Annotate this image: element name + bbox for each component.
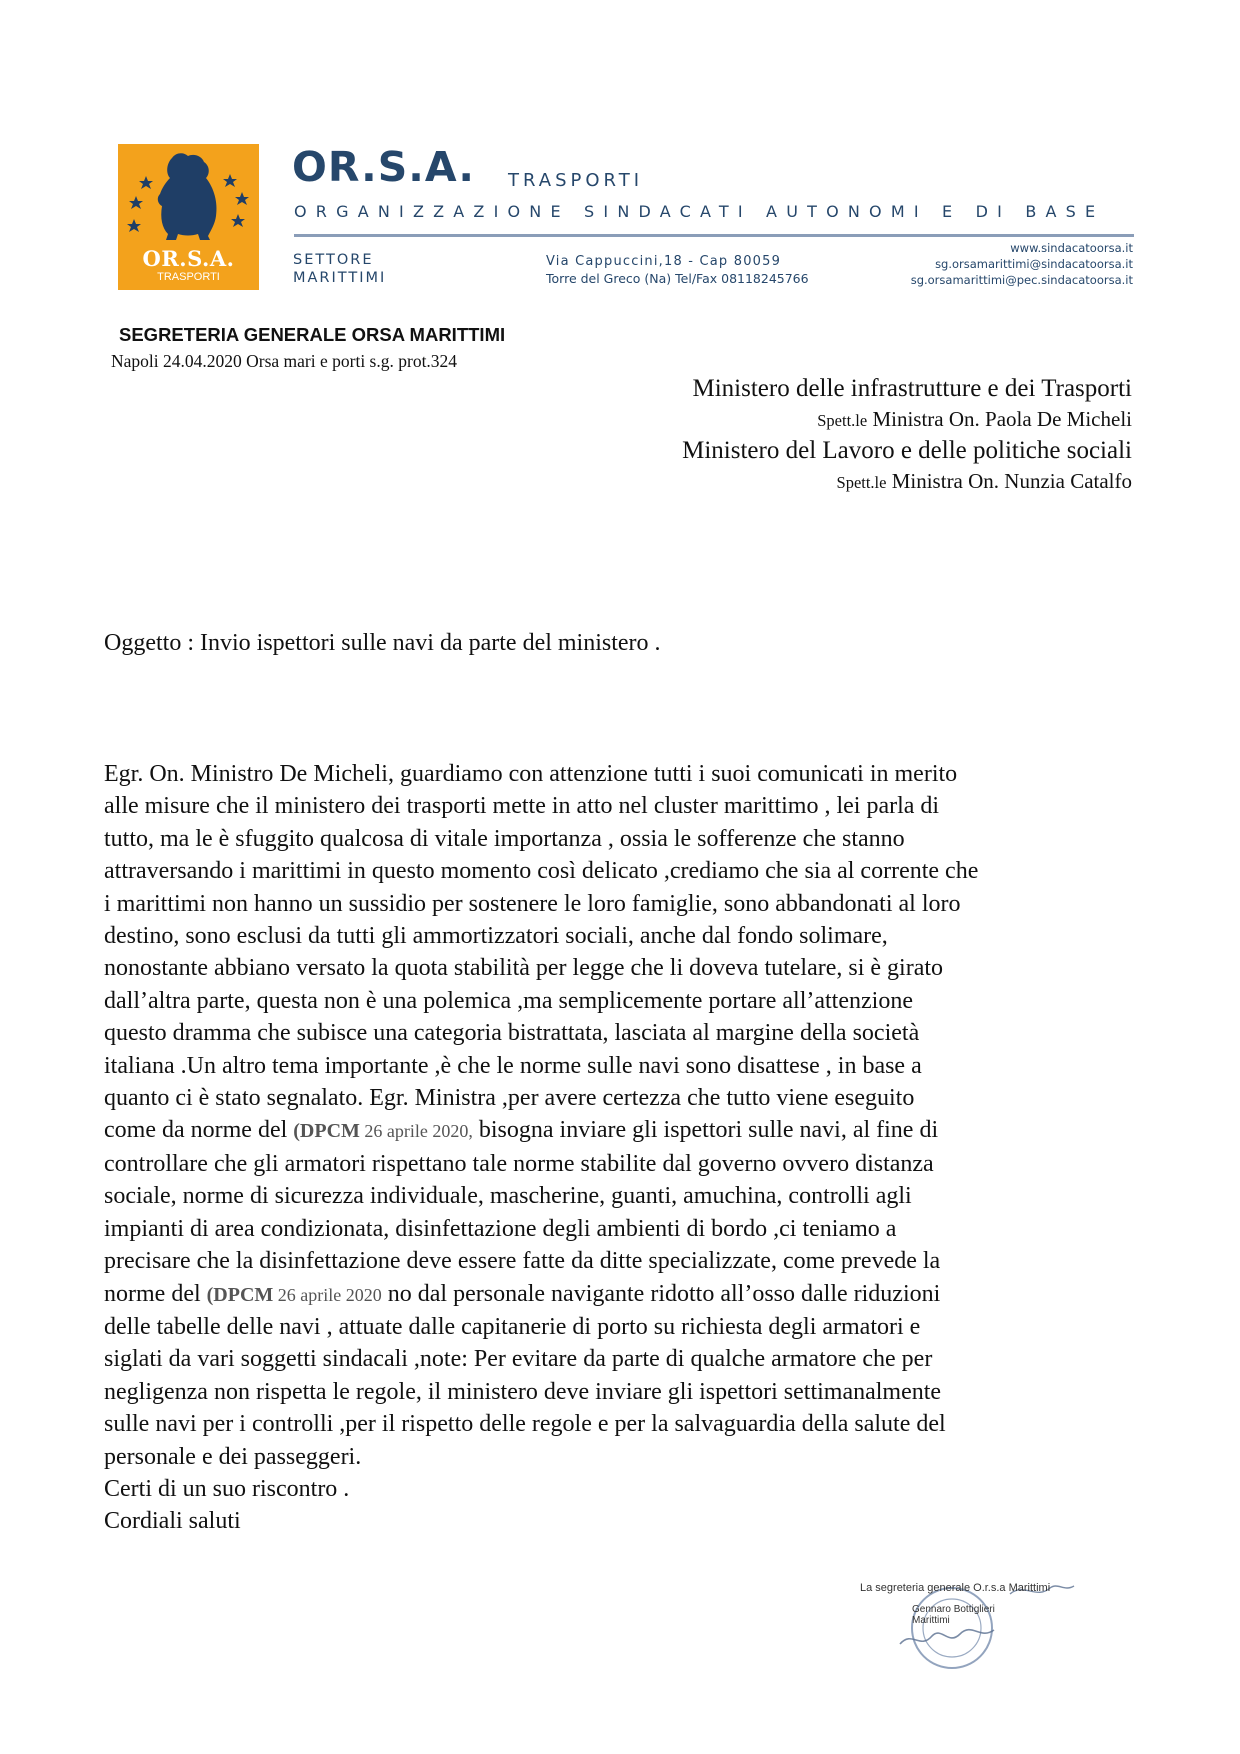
body-line: sulle navi per i controlli ,per il rispetto delle regole e per la salvaguardia della salute del <box>104 1411 946 1438</box>
sector-line-2: MARITTIMI <box>293 270 387 286</box>
address-line-1: Via Cappuccini,18 - Cap 80059 <box>546 254 782 269</box>
body-line <box>104 1114 1144 1147</box>
logo-name: OR.S.A. <box>142 246 235 271</box>
contact-block <box>911 240 1133 288</box>
letterhead-rule <box>294 234 1134 237</box>
body-line: siglati da vari soggetti sindacali ,note: Per evitare da parte di qualche armatore che per <box>104 1346 933 1373</box>
sector-line-1: SETTORE <box>293 252 374 268</box>
body-line: delle tabelle delle navi , attuate dalle capitanerie di porto su richiesta degli armatori e <box>104 1313 921 1340</box>
minister-1 <box>682 404 1132 436</box>
minister-2 <box>682 466 1132 498</box>
body-line: destino, sono esclusi da tutti gli ammortizzatori sociali, anche dal fondo solimare, <box>104 923 888 950</box>
email-link[interactable]: sg.orsamarittimi@sindacatoorsa.it <box>935 257 1133 271</box>
greeting-line: Cordiali saluti <box>104 1508 241 1535</box>
org-full-name: ORGANIZZAZIONE SINDACATI AUTONOMI E DI BASE <box>294 202 1105 221</box>
body-text: norme del <box>104 1280 207 1307</box>
body-line: attraversando i marittimi in questo momento così delicato ,crediamo che sia al corrente che <box>104 858 979 885</box>
body-line: i marittimi non hanno un sussidio per sostenere le loro famiglie, sono abbandonati al loro <box>104 890 961 917</box>
protocol-line: Napoli 24.04.2020 Orsa mari e porti s.g. prot.324 <box>111 351 458 371</box>
signature-name <box>912 1604 995 1626</box>
body-line: italiana .Un altro tema importante ,è che le norme sulle navi sono disattese , in base a <box>104 1052 922 1079</box>
dpcm-date: 26 aprile 2020 <box>273 1284 382 1305</box>
org-abbreviation: OR.S.A. <box>292 143 475 191</box>
secretariat-title: SEGRETERIA GENERALE ORSA MARITTIMI <box>119 324 506 345</box>
signature-name-line: Gennaro Bottiglieri <box>912 1604 995 1615</box>
signature-label: La segreteria generale O.r.s.a Marittimi <box>860 1582 1051 1594</box>
body-line: personale e dei passeggeri. <box>104 1443 362 1470</box>
body-line: sociale, norme di sicurezza individuale, mascherine, guanti, amuchina, controlli agli <box>104 1183 912 1210</box>
spett-label-1: Spett.le <box>817 411 868 430</box>
body-text: no dal personale navigante ridotto all’osso dalle riduzioni <box>381 1280 941 1307</box>
dpcm-date: 26 aprile 2020, <box>359 1121 473 1142</box>
sector-label <box>293 251 386 287</box>
body-line: controllare che gli armatori rispettano tale norme stabilite dal governo ovvero distanza <box>104 1150 934 1177</box>
body-line <box>104 1278 1144 1311</box>
pec-email-link[interactable]: sg.orsamarittimi@pec.sindacatoorsa.it <box>910 273 1133 287</box>
signature-role-line: Marittimi <box>912 1615 950 1626</box>
ministry-1: Ministero delle infrastrutture e dei Trasporti <box>692 375 1132 402</box>
recipients-block <box>682 374 1132 498</box>
address-block <box>546 253 809 287</box>
body-line: Egr. On. Ministro De Micheli, guardiamo con attenzione tutti i suoi comunicati in merito <box>104 761 958 787</box>
body-line: quanto ci è stato segnalato. Egr. Ministra ,per avere certezza che tutto viene eseguito <box>104 1085 915 1112</box>
ministry-2: Ministero del Lavoro e delle politiche sociali <box>682 437 1132 464</box>
website-link[interactable]: www.sindacatoorsa.it <box>1010 241 1133 255</box>
body-line: impianti di area condizionata, disinfettazione degli ambienti di bordo ,ci teniamo a <box>104 1215 897 1242</box>
closing-line: Certi di un suo riscontro . <box>104 1475 350 1502</box>
body-line: negligenza non rispetta le regole, il ministero deve inviare gli ispettori settimanalmente <box>104 1378 942 1405</box>
subject-line: Oggetto : Invio ispettori sulle navi da parte del ministero . <box>104 630 661 656</box>
dpcm-ref: (DPCM <box>206 1283 274 1306</box>
logo-subtitle: TRASPORTI <box>157 271 220 283</box>
minister-1-name: Ministra On. Paola De Micheli <box>867 407 1132 431</box>
org-trasporti: TRASPORTI <box>508 170 644 191</box>
body-line: questo dramma che subisce una categoria bistrattata, lasciata al margine della società <box>104 1020 920 1047</box>
spett-label-2: Spett.le <box>836 473 887 492</box>
body-line: tutto, ma le è sfuggito qualcosa di vitale importanza , ossia le sofferenze che stanno <box>104 825 905 852</box>
minister-2-name: Ministra On. Nunzia Catalfo <box>886 469 1132 493</box>
dpcm-ref: (DPCM <box>293 1120 360 1143</box>
body-line: precisare che la disinfettazione deve essere fatte da ditte specializzate, come prevede la <box>104 1248 941 1275</box>
orsa-logo <box>118 144 259 290</box>
address-line-2: Torre del Greco (Na) Tel/Fax 08118245766 <box>546 271 809 286</box>
body-line: dall’altra parte, questa non è una polemica ,ma semplicemente portare all’attenzione <box>104 987 913 1014</box>
letter-body <box>104 758 1144 1538</box>
body-line: nonostante abbiano versato la quota stabilità per legge che li doveva tutelare, si è girato <box>104 955 944 982</box>
body-text: come da norme del <box>104 1117 294 1144</box>
body-line: alle misure che il ministero dei trasporti mette in atto nel cluster marittimo , lei parla di <box>104 793 940 820</box>
body-text: bisogna inviare gli ispettori sulle navi, al fine di <box>472 1117 939 1144</box>
